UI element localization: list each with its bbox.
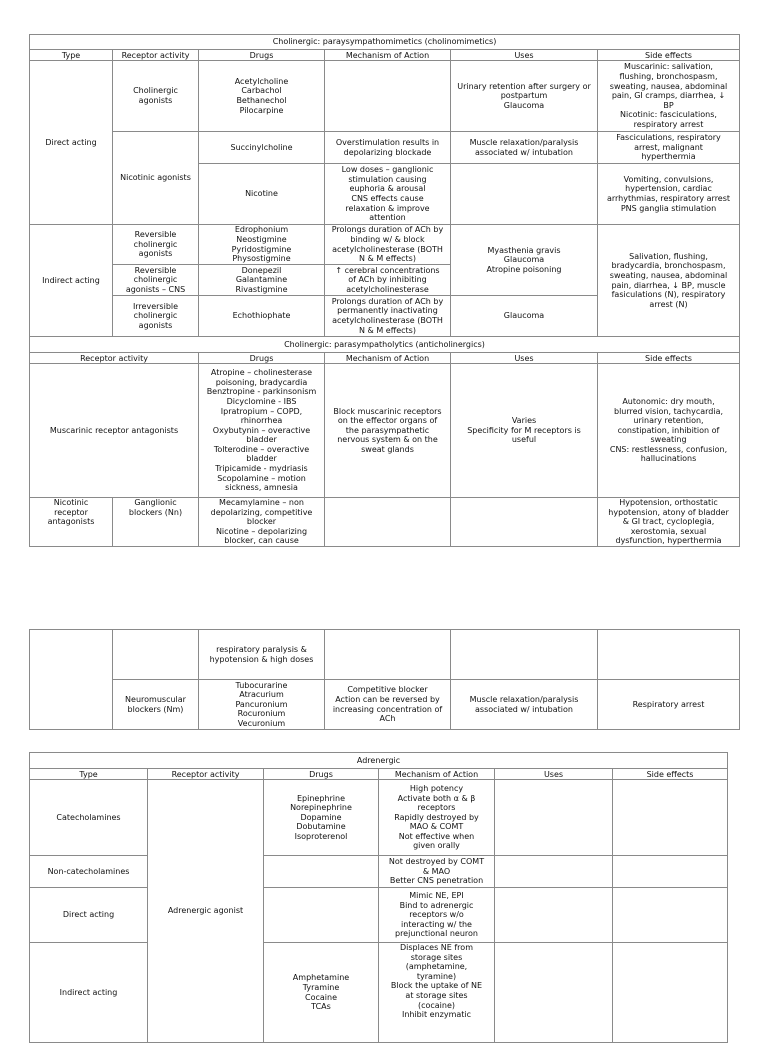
receptor-nicotinic-antagonists: Nicotinic receptor antagonists bbox=[30, 498, 113, 547]
moa-catecholamines: High potency Activate both α & β receptors Rapidly destroyed by MAO & COMT Not effective when given orally bbox=[379, 780, 495, 856]
type-catecholamines: Catecholamines bbox=[30, 780, 148, 856]
moa-nicotine: Low doses – ganglionic stimulation causing euphoria & arousal CNS effects cause relaxation & improve attention bbox=[325, 164, 451, 225]
moa-muscarinic-antagonists: Block muscarinic receptors on the effector organs of the parasympathetic nervous system & on the sweat glands bbox=[325, 364, 451, 498]
sub-ganglionic-blockers: Ganglionic blockers (Nn) bbox=[113, 498, 199, 547]
uses-reversible: Myasthenia gravis Glaucoma Atropine poisoning bbox=[451, 225, 598, 296]
header-drugs: Drugs bbox=[199, 50, 325, 61]
drugs-reversible-cns: Donepezil Galantamine Rivastigmine bbox=[199, 265, 325, 296]
header-uses: Uses bbox=[451, 50, 598, 61]
uses-catecholamines bbox=[495, 780, 613, 856]
moa-indirect-acting-adrenergic: Displaces NE from storage sites (amphetamine, tyramine) Block the uptake of NE at storage sites (cocaine) Inhibit enzymatic bbox=[379, 943, 495, 1043]
type-direct-acting: Direct acting bbox=[30, 61, 113, 225]
receptor-reversible-cns: Reversible cholinergic agonists – CNS bbox=[113, 265, 199, 296]
side-non-catecholamines bbox=[613, 856, 728, 888]
adrenergic-title: Adrenergic bbox=[30, 753, 728, 769]
moa-reversible-cns: ↑ cerebral concentrations of ACh by inhibiting acetylcholinesterase bbox=[325, 265, 451, 296]
receptor-cholinergic-agonists: Cholinergic agonists bbox=[113, 61, 199, 132]
header2-drugs: Drugs bbox=[199, 353, 325, 364]
uses-direct-acting-adrenergic bbox=[495, 888, 613, 943]
continuation-table bbox=[29, 629, 740, 730]
moa-neuromuscular-blockers: Competitive blocker Action can be reversed by increasing concentration of ACh bbox=[325, 680, 451, 730]
header-type: Type bbox=[30, 50, 113, 61]
header3-drugs: Drugs bbox=[264, 769, 379, 780]
type-indirect-acting: Indirect acting bbox=[30, 225, 113, 337]
cholinomimetics-title: Cholinergic: paraysympathomimetics (cholinomimetics) bbox=[30, 35, 740, 50]
side-nicotine: Vomiting, convulsions, hypertension, cardiac arrhythmias, respiratory arrest PNS ganglia stimulation bbox=[598, 164, 740, 225]
uses-muscarinic-antagonists: Varies Specificity for M receptors is useful bbox=[451, 364, 598, 498]
type-direct-acting-adrenergic: Direct acting bbox=[30, 888, 148, 943]
drugs-muscarinic-antagonists: Atropine – cholinesterase poisoning, bradycardia Benztropine - parkinsonism Dicyclomine - IBS Ipratropium – COPD, rhinorrhea Oxybutynin – overactive bladder Tolterodine – overactive bladder Tripicamide - mydriasis Scopolamine – motion sickness, amnesia bbox=[199, 364, 325, 498]
header-mechanism: Mechanism of Action bbox=[325, 50, 451, 61]
anticholinergics-title: Cholinergic: parasympatholytics (anticholinergics) bbox=[30, 337, 740, 353]
side-succinylcholine: Fasciculations, respiratory arrest, malignant hyperthermia bbox=[598, 132, 740, 164]
drugs-direct-acting-adrenergic bbox=[264, 888, 379, 943]
uses-cholinergic-agonists: Urinary retention after surgery or postpartum Glaucoma bbox=[451, 61, 598, 132]
cont-receptor-blank bbox=[30, 630, 113, 730]
header2-mechanism: Mechanism of Action bbox=[325, 353, 451, 364]
receptor-irreversible: Irreversible cholinergic agonists bbox=[113, 296, 199, 337]
cont-side-blank bbox=[598, 630, 740, 680]
header3-receptor-activity: Receptor activity bbox=[148, 769, 264, 780]
receptor-adrenergic-agonist: Adrenergic agonist bbox=[148, 780, 264, 1043]
uses-nicotine bbox=[451, 164, 598, 225]
uses-non-catecholamines bbox=[495, 856, 613, 888]
cont-sub-blank bbox=[113, 630, 199, 680]
side-indirect-acting: Salivation, flushing, bradycardia, bronchospasm, sweating, nausea, abdominal pain, diarrhea, ↓ BP, muscle fasiculations (N), respiratory arrest (N) bbox=[598, 225, 740, 337]
header3-uses: Uses bbox=[495, 769, 613, 780]
side-cholinergic-agonists: Muscarinic: salivation, flushing, bronchospasm, sweating, nausea, abdominal pain, GI cramps, diarrhea, ↓ BP Nicotinic: fasciculations, respiratory arrest bbox=[598, 61, 740, 132]
moa-reversible: Prolongs duration of ACh by binding w/ & block acetylcholinesterase (BOTH N & M effects) bbox=[325, 225, 451, 265]
header3-side-effects: Side effects bbox=[613, 769, 728, 780]
receptor-muscarinic-antagonists: Muscarinic receptor antagonists bbox=[30, 364, 199, 498]
cont-moa-blank bbox=[325, 630, 451, 680]
type-non-catecholamines: Non-catecholamines bbox=[30, 856, 148, 888]
moa-non-catecholamines: Not destroyed by COMT & MAO Better CNS penetration bbox=[379, 856, 495, 888]
side-catecholamines bbox=[613, 780, 728, 856]
drugs-reversible: Edrophonium Neostigmine Pyridostigmine Physostigmine bbox=[199, 225, 325, 265]
uses-neuromuscular-blockers: Muscle relaxation/paralysis associated w/ intubation bbox=[451, 680, 598, 730]
drugs-catecholamines: Epinephrine Norepinephrine Dopamine Dobutamine Isoproterenol bbox=[264, 780, 379, 856]
moa-irreversible: Prolongs duration of ACh by permanently inactivating acetylcholinesterase (BOTH N & M effects) bbox=[325, 296, 451, 337]
drugs-neuromuscular-blockers: Tubocurarine Atracurium Pancuronium Rocuronium Vecuronium bbox=[199, 680, 325, 730]
sub-neuromuscular-blockers: Neuromuscular blockers (Nm) bbox=[113, 680, 199, 730]
header2-receptor-activity: Receptor activity bbox=[30, 353, 199, 364]
side-neuromuscular-blockers: Respiratory arrest bbox=[598, 680, 740, 730]
moa-direct-acting-adrenergic: Mimic NE, EPI Bind to adrenergic receptors w/o interacting w/ the prejunctional neuron bbox=[379, 888, 495, 943]
moa-cholinergic-agonists bbox=[325, 61, 451, 132]
header2-side-effects: Side effects bbox=[598, 353, 740, 364]
drugs-nicotine: Nicotine bbox=[199, 164, 325, 225]
header-receptor-activity: Receptor activity bbox=[113, 50, 199, 61]
type-indirect-acting-adrenergic: Indirect acting bbox=[30, 943, 148, 1043]
moa-succinylcholine: Overstimulation results in depolarizing blockade bbox=[325, 132, 451, 164]
uses-indirect-acting-adrenergic bbox=[495, 943, 613, 1043]
cont-uses-blank bbox=[451, 630, 598, 680]
drugs-ganglionic-blockers: Mecamylamine – non depolarizing, competitive blocker Nicotine – depolarizing blocker, can cause bbox=[199, 498, 325, 547]
adrenergic-table bbox=[29, 752, 728, 1043]
drugs-non-catecholamines bbox=[264, 856, 379, 888]
drugs-indirect-acting-adrenergic: Amphetamine Tyramine Cocaine TCAs bbox=[264, 943, 379, 1043]
drugs-succinylcholine: Succinylcholine bbox=[199, 132, 325, 164]
receptor-reversible: Reversible cholinergic agonists bbox=[113, 225, 199, 265]
side-muscarinic-antagonists: Autonomic: dry mouth, blurred vision, tachycardia, urinary retention, constipation, inhibition of sweating CNS: restlessness, confusion, hallucinations bbox=[598, 364, 740, 498]
side-ganglionic-blockers: Hypotension, orthostatic hypotension, atony of bladder & GI tract, cycloplegia, xerostomia, sexual dysfunction, hyperthermia bbox=[598, 498, 740, 547]
header2-uses: Uses bbox=[451, 353, 598, 364]
drugs-irreversible: Echothiophate bbox=[199, 296, 325, 337]
cholinergic-table bbox=[29, 34, 740, 547]
side-direct-acting-adrenergic bbox=[613, 888, 728, 943]
side-indirect-acting-adrenergic bbox=[613, 943, 728, 1043]
drugs-cholinergic-agonists: Acetylcholine Carbachol Bethanechol Pilocarpine bbox=[199, 61, 325, 132]
drugs-ganglionic-cont: respiratory paralysis & hypotension & high doses bbox=[199, 630, 325, 680]
moa-ganglionic-blockers bbox=[325, 498, 451, 547]
uses-ganglionic-blockers bbox=[451, 498, 598, 547]
header-side-effects: Side effects bbox=[598, 50, 740, 61]
uses-irreversible: Glaucoma bbox=[451, 296, 598, 337]
receptor-nicotinic-agonists: Nicotinic agonists bbox=[113, 132, 199, 225]
uses-succinylcholine: Muscle relaxation/paralysis associated w/ intubation bbox=[451, 132, 598, 164]
header3-type: Type bbox=[30, 769, 148, 780]
header3-mechanism: Mechanism of Action bbox=[379, 769, 495, 780]
